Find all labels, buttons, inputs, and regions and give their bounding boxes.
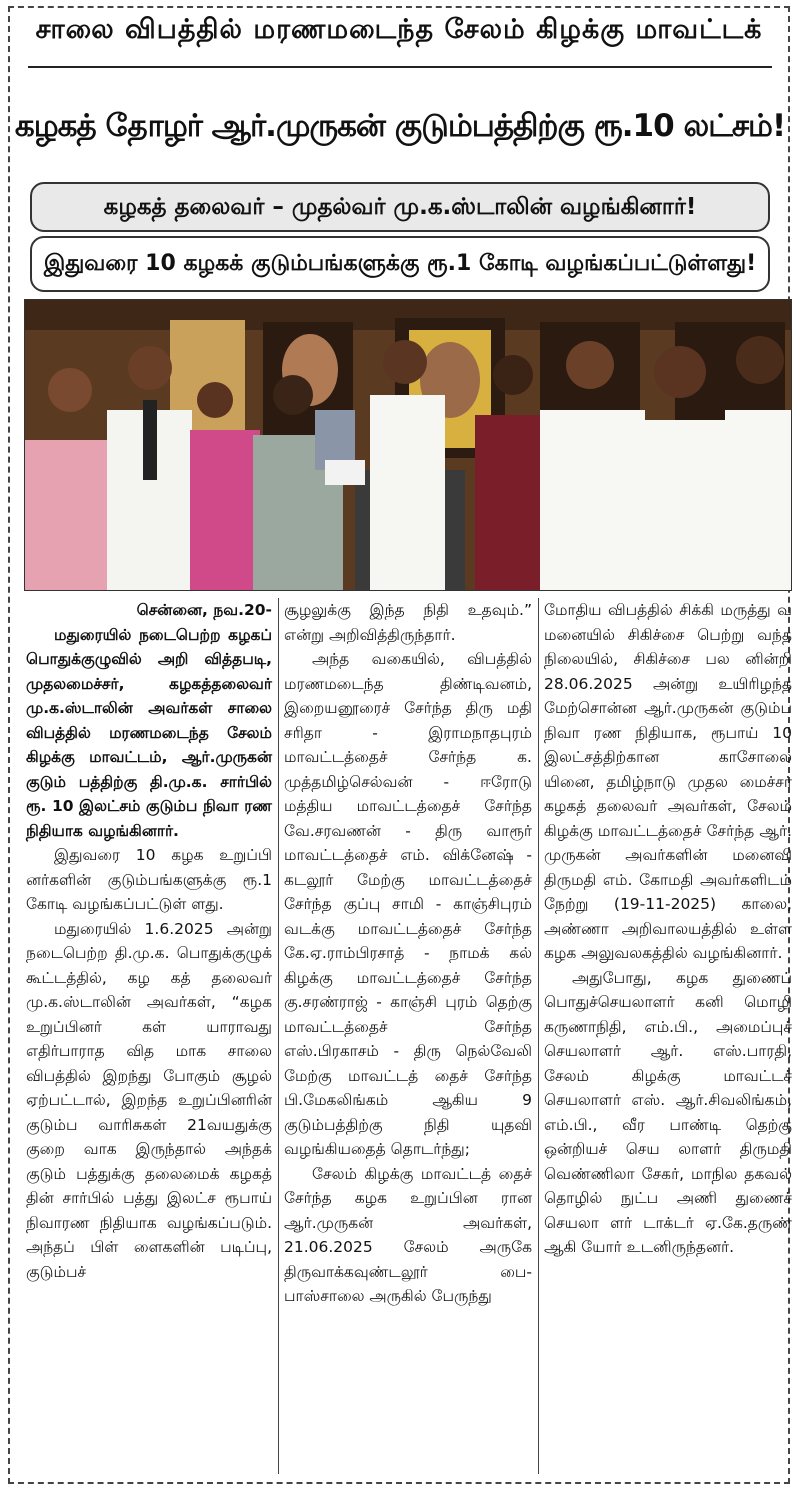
article-paragraph: சூழலுக்கு இந்த நிதி உதவும்.” என்று அறிவித்திருந்தார். [284, 601, 532, 644]
article-paragraph: அந்த வகையில், விபத்தில் மரணமடைந்த திண்டிவனம், இறையனூரைச் சேர்ந்த திரு மதி சரிதா - இராமநாதபுரம் மாவட்டத்தைச் சேர்ந்த க. முத்தமிழ்செல்வன் - ஈரோடு மத்திய மாவட்டத்தைச் சேர்ந்த வே.சரவணன் - திரு வாரூர் மாவட்டத்தைச் எம். விக்னேஷ் - கடலூர் மேற்கு மாவட்டத்தைச் சேர்ந்த குப்பு சாமி - காஞ்சிபுரம் வடக்கு மாவட்டத்தைச் சேர்ந்த கே.ஏ.ராம்பிரசாத் - நாமக் கல் கிழக்கு மாவட்டத்தைச் சேர்ந்த கு.சரண்ராஜ் - காஞ்சி புரம் தெற்கு மாவட்டத்தைச் சேர்ந்த எஸ்.பிரகாசம் - திரு நெல்வேலி மேற்கு மாவட்டத் தைச் சேர்ந்த பி.மேகலிங்கம் ஆகிய 9 குடும்பத்திற்கு நிதி யுதவி வழங்கியதைத் தொடர்ந்து; [284, 650, 532, 1158]
article-paragraph: மோதிய விபத்தில் சிக்கி மருத்து வ மனையில் சிகிச்சை பெற்று வந்த நிலையில், சிகிச்சை பல னின்றி 28.06.2025 அன்று உயிரிழந்த மேற்சொன்ன ஆர்.முருகன் குடும்ப நிவா ரண நிதியாக, ரூபாய் 10 இலட்சத்திற்கான காசோலை யினை, தமிழ்நாடு முதல மைச்சர் கழகத் தலைவர் அவர்கள், சேலம் கிழக்கு மாவட்டத்தைச் சேர்ந்த ஆர். முருகன் அவர்களின் மனைவி திருமதி எம். கோமதி அவர்களிடம் நேற்று (19-11-2025) காலை, அண்ணா அறிவாலயத்தில் உள்ள கழக அலுவலகத்தில் வழங்கினார். [544, 601, 792, 962]
article-column-3 [544, 598, 792, 1260]
article-paragraph: சேலம் கிழக்கு மாவட்டத் தைச் சேர்ந்த கழக உறுப்பின ரான ஆர்.முருகன் அவர்கள், 21.06.2025 சேலம் அருகே திருவாக்கவுண்டலூர் பை- பாஸ்சாலை அருகில் பேருந்து [284, 1164, 532, 1305]
divider [28, 66, 772, 68]
article-column-2 [284, 598, 532, 1309]
lead-paragraph: மதுரையில் நடைபெற்ற கழகப் பொதுக்குழுவில் அறி வித்தபடி, முதலமைச்சர், கழகத்தலைவர் மு.க.ஸ்டாலின் அவர்கள் சாலை விபத்தில் மரணமடைந்த சேலம் கிழக்கு மாவட்டம், ஆர்.முருகன் குடும் பத்திற்கு தி.மு.க. சார்பில் ரூ. 10 இலட்சம் குடும்ப நிவா ரண நிதியாக வழங்கினார். [26, 625, 272, 840]
column-divider [278, 598, 279, 1474]
article-paragraph: மதுரையில் 1.6.2025 அன்று நடைபெற்ற தி.மு.க. பொதுக்குழுக் கூட்டத்தில், கழ கத் தலைவர் மு.க.ஸ்டாலின் அவர்கள், “கழக உறுப்பினர் கள் யாராவது எதிர்பாராத வித மாக சாலை விபத்தில் இறந்து போகும் சூழல் ஏற்பட்டால், இறந்த உறுப்பினரின் குடும்ப வாரிசுகள் 21வயதுக்கு குறை வாக இருந்தால் அந்தக் குடும் பத்துக்கு தலைமைக் கழகத் தின் சார்பில் பத்து இலட்ச ரூபாய் நிவாரண நிதியாக வழங்கப்படும். அந்தப் பிள் ளைகளின் படிப்பு, குடும்பச் [26, 919, 272, 1281]
dateline: சென்னை, நவ.20- [136, 601, 272, 619]
article-paragraph: இதுவரை 10 கழக உறுப்பி னர்களின் குடும்பங்களுக்கு ரூ.1 கோடி வழங்கப்பட்டுள் ளது. [26, 846, 272, 913]
article-column-1 [26, 598, 272, 1284]
news-photo [24, 299, 792, 591]
article-paragraph: அதுபோது, கழக துணைப் பொதுச்செயலாளர் கனி மொழி கருணாநிதி, எம்.பி., அமைப்புச் செயலாளர் ஆர். எஸ்.பாரதி, சேலம் கிழக்கு மாவட்டச் செயலாளர் எஸ். ஆர்.சிவலிங்கம், எம்.பி., வீர பாண்டி தெற்கு ஒன்றியச் செய லாளர் திருமதி வெண்ணிலா சேகர், மாநில தகவல் தொழில் நுட்ப அணி துணைச் செயலா ளர் டாக்டர் ஏ.கே.தருண் ஆகி யோர் உடனிருந்தனர். [544, 968, 792, 1256]
kicker-line: சாலை விபத்தில் மரணமடைந்த சேலம் கிழக்கு மாவட்டக் [35, 14, 763, 45]
column-divider [538, 598, 539, 1474]
subhead-1: கழகத் தலைவர் – முதல்வர் மு.க.ஸ்டாலின் வழங்கினார்! [30, 182, 770, 232]
headline: கழகத் தோழர் ஆர்.முருகன் குடும்பத்திற்கு ரூ.10 லட்சம்! [14, 108, 786, 144]
subhead-2: இதுவரை 10 கழகக் குடும்பங்களுக்கு ரூ.1 கோடி வழங்கப்பட்டுள்ளது! [30, 236, 770, 292]
